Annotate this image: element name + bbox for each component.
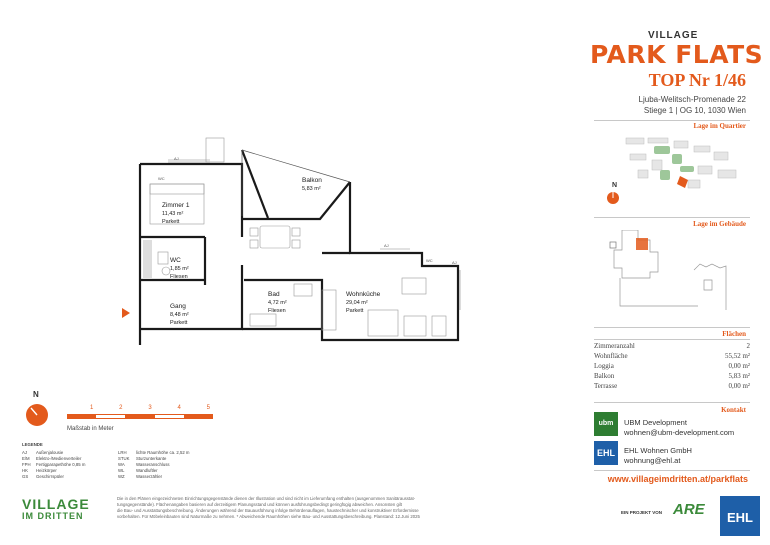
legend-left: [22, 450, 85, 480]
disclaimer-line: die Bau- und Ausstattungsbeschreibung. Änderungen während der Bauausführung infolge Behördenauflagen, haustechnischer und konstruktiver Erfordernisse: [117, 508, 419, 513]
village-logo-sub: IM DRITTEN: [22, 511, 84, 521]
quarter-map: [594, 132, 750, 194]
area-value: 5,83 m²: [728, 372, 750, 380]
north-label: N: [612, 182, 618, 189]
areas-title: Flächen: [722, 330, 746, 338]
ubm-contact: [624, 418, 734, 438]
legend-item: WL Wandluftler: [118, 468, 158, 473]
legend-item: GS Geschirrspüler: [22, 474, 64, 479]
room-area: 1,85 m²: [170, 266, 189, 272]
scale-caption: Maßstab in Meter: [67, 426, 114, 432]
contact-name: EHL Wohnen GmbH: [624, 446, 692, 455]
area-label: Terrasse: [594, 382, 618, 390]
disclaimer-line: vorbehalten. Für Möbeleinbauten sind Naturmaße zu nehmen. * Abweichende Raumhöhen siehe Bau- und Ausstattungsbeschreibung. Planstand: 12.Juni 2025: [117, 514, 420, 519]
room-floor: Parkett: [162, 219, 180, 225]
room-floor: Parkett: [170, 320, 188, 326]
area-label: Wohnfläche: [594, 352, 628, 360]
address: Ljuba-Welitsch-Promenade 22: [638, 95, 746, 104]
divider: [594, 402, 750, 403]
legend-item: STUK Sturzunterkante: [118, 456, 167, 461]
are-logo: ARE: [673, 501, 705, 518]
plan-north-label: N: [33, 390, 39, 399]
scale-tick: 3: [148, 405, 152, 411]
legend-item: E/M Elektro-/Medienverteiler: [22, 456, 82, 461]
divider: [594, 120, 750, 121]
room-area: 8,48 m²: [170, 312, 189, 318]
floor-plan: [110, 130, 475, 345]
room-name: Wohnküche: [346, 291, 381, 298]
legend-item: AJ Außenjalousie: [22, 450, 64, 455]
location: Stiege 1 | OG 10, 1030 Wien: [643, 106, 746, 115]
scale-tick: 5: [206, 405, 210, 411]
legend-item: WA Wasseranschluss: [118, 462, 170, 467]
scale-tick: 4: [177, 405, 181, 411]
north-compass-icon: [606, 191, 620, 205]
room-floor: Parkett: [346, 308, 364, 314]
village-logo: VILLAGE: [22, 496, 90, 512]
room-floor: Fliesen: [268, 308, 286, 314]
plan-compass-icon: [25, 403, 49, 427]
area-label: Balkon: [594, 372, 615, 380]
brand-top-label: VILLAGE: [648, 30, 699, 41]
aj-mark: AJ: [452, 260, 457, 265]
aj-mark: AJ: [174, 156, 179, 161]
room-area: 5,83 m²: [302, 186, 321, 192]
contact-email[interactable]: wohnung@ehl.at: [624, 456, 681, 465]
area-value: 2: [746, 342, 750, 350]
legend-item: LRH lichte Raumhöhe ca. 2,52 m: [118, 450, 190, 455]
area-row: [594, 372, 750, 382]
room-area: 29,04 m²: [346, 300, 368, 306]
ehl-footer-logo: EHL: [720, 496, 760, 536]
ehl-contact: [624, 446, 692, 466]
project-label: EIN PROJEKT VON: [621, 510, 663, 515]
wc-hatch: [143, 240, 152, 278]
scale-tick: 1: [90, 405, 94, 411]
area-row: [594, 382, 750, 392]
area-value: 55,52 m²: [724, 352, 750, 360]
disclaimer-line: tungsgegenstände). Flächenangaben basieren auf derzeitigem Planungsstand und können ausführungsbedingt geringfügig abweichen. Ansonsten gilt: [117, 502, 402, 507]
divider: [594, 217, 750, 218]
room-name: WC: [170, 257, 181, 264]
quarter-title: Lage im Quartier: [693, 122, 746, 130]
unit-number: TOP Nr 1/46: [648, 70, 746, 90]
room-name: Gang: [170, 303, 186, 310]
area-value: 0,00 m²: [728, 362, 750, 370]
divider: [594, 470, 750, 471]
area-value: 0,00 m²: [728, 382, 750, 390]
room-area: 11,43 m²: [162, 211, 184, 217]
legend-item: FPH Fertigparapethöhe 0,85 m: [22, 462, 86, 467]
room-floor: Fliesen: [170, 274, 188, 280]
divider: [594, 327, 750, 328]
scale-ticks: [90, 405, 210, 411]
divider: [594, 339, 750, 340]
room-area: 4,72 m²: [268, 300, 287, 306]
contact-title: Kontakt: [721, 406, 746, 414]
ehl-logo: EHL: [594, 441, 618, 465]
building-map: [600, 230, 750, 310]
wc-mark: WC: [158, 176, 165, 181]
room-name: Zimmer 1: [162, 202, 190, 209]
disclaimer: [117, 496, 497, 520]
area-row: [594, 352, 750, 362]
legend-item: HK Heizkörper: [22, 468, 57, 473]
area-row: [594, 342, 750, 352]
disclaimer-line: Die in den Plänen eingezeichneten Einrichtungsgegenstände dienen der Illustration und sind nicht im Lieferumfang enthalten (ausgenommen Sanitärausstat-: [117, 496, 416, 501]
website-link[interactable]: www.villageimdritten.at/parkflats: [607, 474, 748, 484]
building-title: Lage im Gebäude: [693, 220, 746, 228]
scale-tick: 2: [119, 405, 123, 411]
legend-right: [118, 450, 190, 480]
contact-email[interactable]: wohnen@ubm-development.com: [624, 428, 735, 437]
area-label: Zimmeranzahl: [594, 342, 635, 350]
contact-name: UBM Development: [624, 418, 687, 427]
entrance-arrow-icon: [122, 308, 130, 318]
room-name: Balkon: [302, 177, 322, 184]
area-row: [594, 362, 750, 372]
room-name: Bad: [268, 291, 280, 298]
legend-item: WZ Wasserzähler: [118, 474, 163, 479]
legend-title: LEGENDE: [22, 442, 43, 447]
wc-mark: WC: [426, 258, 433, 263]
ubm-logo: ubm: [594, 412, 618, 436]
area-label: Loggia: [594, 362, 614, 370]
brand-logo: PARK FLATS: [590, 40, 764, 69]
scale-bar: [67, 414, 213, 419]
aj-mark: AJ: [384, 243, 389, 248]
